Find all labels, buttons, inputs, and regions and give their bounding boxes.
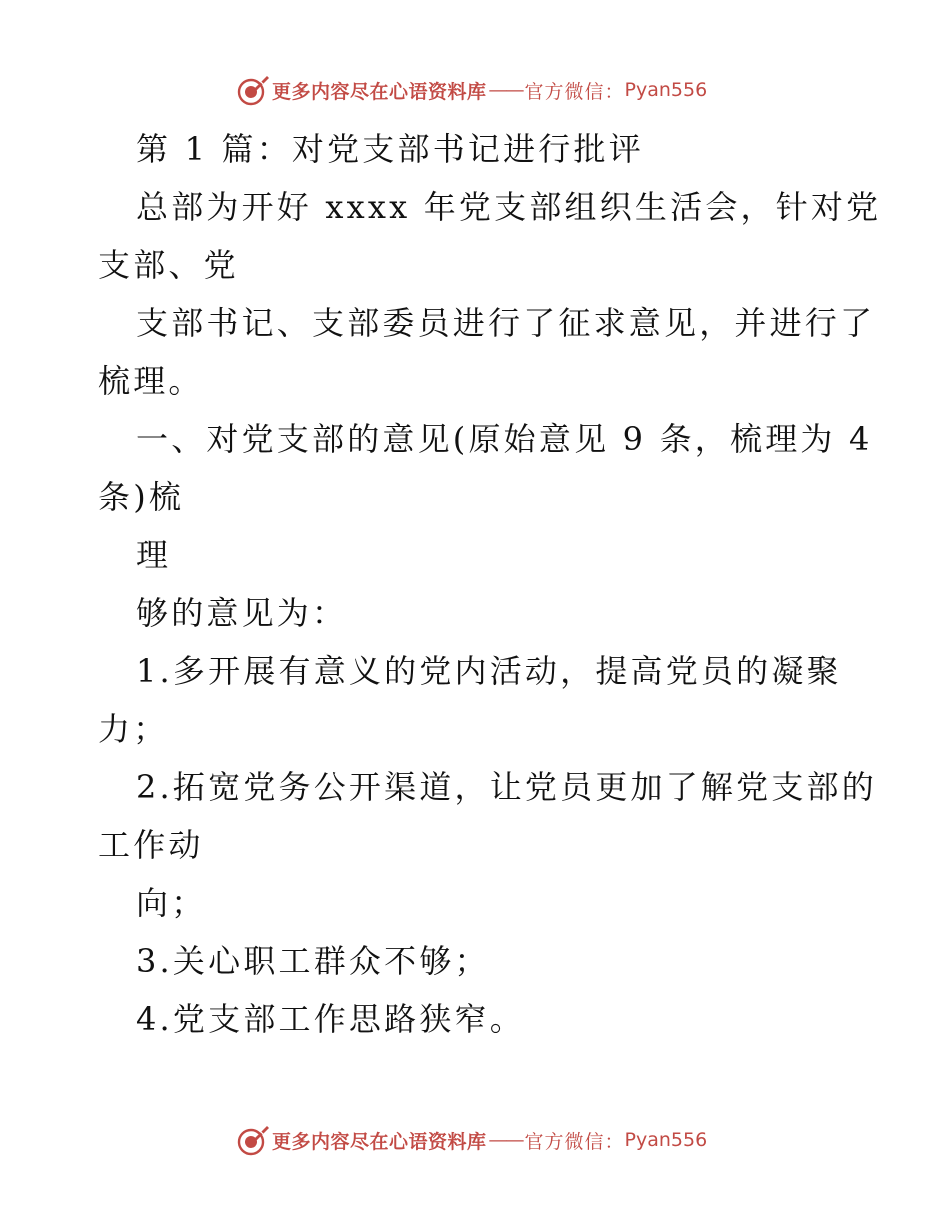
header-banner: [236, 72, 707, 108]
list-item: 3.关心职工群众不够；: [136, 942, 490, 980]
banner-dash: ——: [488, 1129, 523, 1151]
list-item: 4.党支部工作思路狭窄。: [136, 1000, 525, 1038]
list-item-continuation: 力；: [98, 710, 169, 748]
list-item-continuation: 向；: [136, 884, 207, 922]
banner-brand-text: 更多内容尽在心语资料库: [272, 1130, 487, 1153]
paragraph-line: 支部书记、支部委员进行了征求意见，并进行了: [136, 304, 876, 342]
banner-wechat-label: 官方微信：: [524, 1130, 625, 1153]
banner-wechat-label: 官方微信：: [524, 80, 625, 103]
list-item-continuation: 工作动: [98, 826, 204, 864]
paragraph-line: 条)梳: [98, 478, 185, 516]
banner-wechat-id: Pyan556: [624, 1129, 708, 1151]
section-heading: 一、对党支部的意见(原始意见 9 条，梳理为 4: [136, 420, 873, 458]
pen-logo-icon: [236, 1123, 270, 1157]
paragraph-line: 梳理。: [98, 362, 204, 400]
document-title: 第 1 篇：对党支部书记进行批评: [136, 130, 644, 168]
footer-banner: [236, 1122, 707, 1158]
paragraph-line: 总部为开好 xxxx 年党支部组织生活会，针对党: [136, 188, 882, 226]
list-item: 1.多开展有意义的党内活动，提高党员的凝聚: [136, 652, 842, 690]
document-body: [98, 120, 882, 1048]
banner-brand-text: 更多内容尽在心语资料库: [272, 80, 487, 103]
paragraph-line: 够的意见为：: [136, 594, 348, 632]
banner-dash: ——: [488, 79, 523, 101]
paragraph-line: 理: [136, 536, 172, 574]
paragraph-line: 支部、党: [98, 246, 239, 284]
list-item: 2.拓宽党务公开渠道，让党员更加了解党支部的: [136, 768, 877, 806]
banner-wechat-id: Pyan556: [624, 79, 708, 101]
pen-logo-icon: [236, 73, 270, 107]
